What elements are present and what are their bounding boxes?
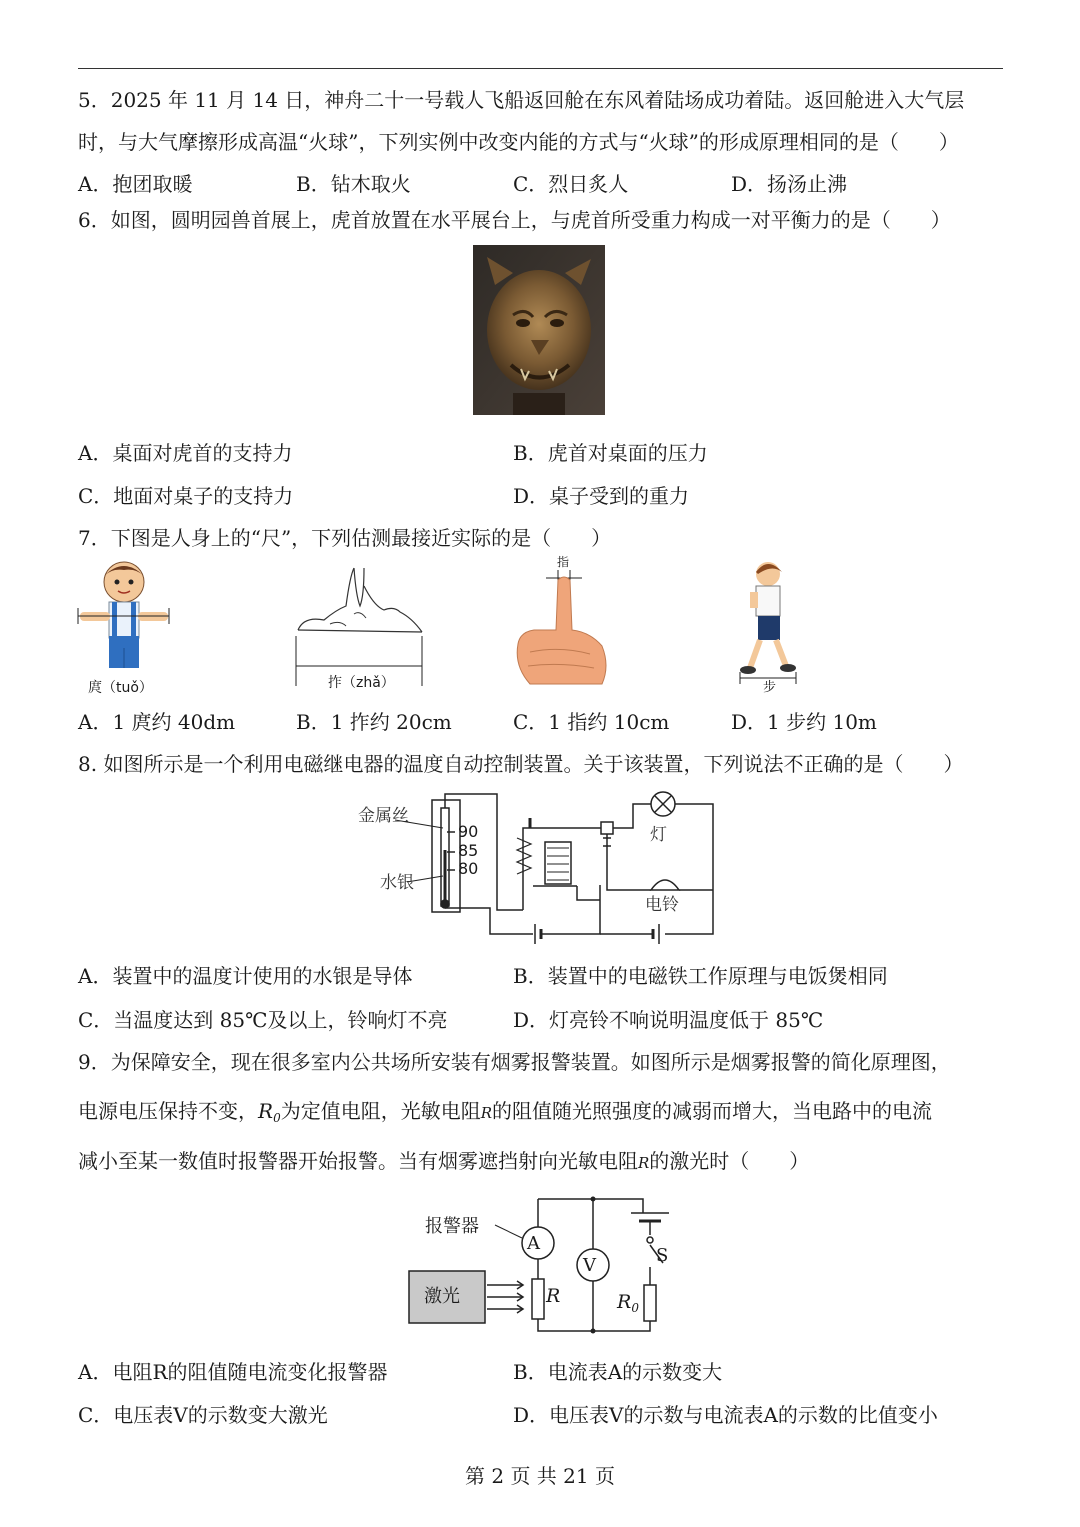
q8-text: 8. 如图所示是一个利用电磁继电器的温度自动控制装置。关于该装置，下列说法不正确的是（ ）: [78, 752, 964, 776]
q8-label-wire: 金属丝: [358, 806, 409, 826]
q9-switch-label: S: [656, 1245, 669, 1266]
q9-label-laser: 激光: [424, 1286, 460, 1307]
q8-label-bell: 电铃: [645, 895, 679, 915]
q9-option-a: A．电阻R的阻值随电流变化报警器: [78, 1360, 388, 1384]
q9-option-c: C．电压表V的示数变大激光: [78, 1403, 328, 1427]
q7-option-d: D．1 步约 10m: [731, 710, 877, 734]
q8-label-mercury: 水银: [380, 873, 414, 893]
q6-option-b: B．虎首对桌面的压力: [513, 441, 708, 465]
q6-text: 6．如图，圆明园兽首展上，虎首放置在水平展台上，与虎首所受重力构成一对平衡力的是（ ）: [78, 208, 951, 232]
tiger-head-photo: [473, 245, 605, 415]
q9-option-b: B．电流表A的示数变大: [513, 1360, 723, 1384]
finger-width-figure: [510, 566, 620, 692]
q9-line3: 减小至某一数值时报警器开始报警。当有烟雾遮挡射向光敏电阻R的激光时（ ）: [78, 1149, 810, 1173]
q9-label-alarm: 报警器: [425, 1216, 479, 1237]
q7-label-bu: 步: [763, 680, 777, 695]
hand-span-figure: [294, 566, 426, 691]
q8-label-lamp: 灯: [650, 825, 667, 845]
q9-option-d: D．电压表V的示数与电流表A的示数的比值变小: [513, 1403, 938, 1427]
q8-option-b: B．装置中的电磁铁工作原理与电饭煲相同: [513, 964, 888, 988]
q8-option-a: A．装置中的温度计使用的水银是导体: [78, 964, 413, 988]
q5-line2: 时，与大气摩擦形成高温“火球”，下列实例中改变内能的方式与“火球”的形成原理相同的是（ ）: [78, 130, 959, 154]
q8-option-c: C．当温度达到 85℃及以上，铃响灯不亮: [78, 1008, 448, 1032]
q7-label-zha: 拃（zhǎ）: [328, 675, 395, 691]
q8-label-80: 80: [458, 859, 479, 878]
q7-option-b: B．1 拃约 20cm: [296, 710, 452, 734]
q8-label-85: 85: [458, 841, 479, 860]
arm-span-figure: [76, 558, 171, 678]
q8-option-d: D．灯亮铃不响说明温度低于 85℃: [513, 1008, 824, 1032]
relay-circuit-diagram: [355, 790, 725, 950]
page-footer: 第 2 页 共 21 页: [465, 1464, 615, 1488]
q7-option-c: C．1 指约 10cm: [513, 710, 670, 734]
q7-text: 7．下图是人身上的“尺”，下列估测最接近实际的是（ ）: [78, 526, 612, 550]
q9-r0-label: $R_0$: [617, 1291, 639, 1315]
header-rule: [78, 68, 1003, 69]
q9-line2: 电源电压保持不变，$R_0$为定值电阻，光敏电阻R的阻值随光照强度的减弱而增大，当电路中的电流: [78, 1099, 932, 1125]
q6-option-a: A．桌面对虎首的支持力: [78, 441, 293, 465]
q5-option-d: D．扬汤止沸: [731, 172, 848, 196]
q9-ammeter-label: A: [527, 1233, 540, 1254]
q6-option-d: D．桌子受到的重力: [513, 484, 690, 508]
q7-label-zhi: 指: [557, 555, 570, 569]
q9-voltmeter-label: V: [583, 1255, 596, 1276]
q5-option-a: A．抱团取暖: [78, 172, 193, 196]
q5-option-b: B．钻木取火: [296, 172, 411, 196]
q9-resistor-label: R: [546, 1285, 561, 1307]
q5-option-c: C．烈日炙人: [513, 172, 629, 196]
q9-r0-symbol: $R_0$: [258, 1099, 281, 1125]
q5-line1: 5．2025 年 11 月 14 日，神舟二十一号载人飞船返回舱在东风着陆场成功着陆。返回舱进入大气层: [78, 88, 965, 112]
q6-option-c: C．地面对桌子的支持力: [78, 484, 294, 508]
q9-line1: 9．为保障安全，现在很多室内公共场所安装有烟雾报警装置。如图所示是烟雾报警的简化原理图，: [78, 1050, 951, 1074]
q7-label-tuo: 庹（tuǒ）: [88, 680, 153, 696]
q7-option-a: A．1 庹约 40dm: [78, 710, 236, 734]
stride-figure: [728, 558, 808, 690]
q8-label-90: 90: [458, 822, 479, 841]
